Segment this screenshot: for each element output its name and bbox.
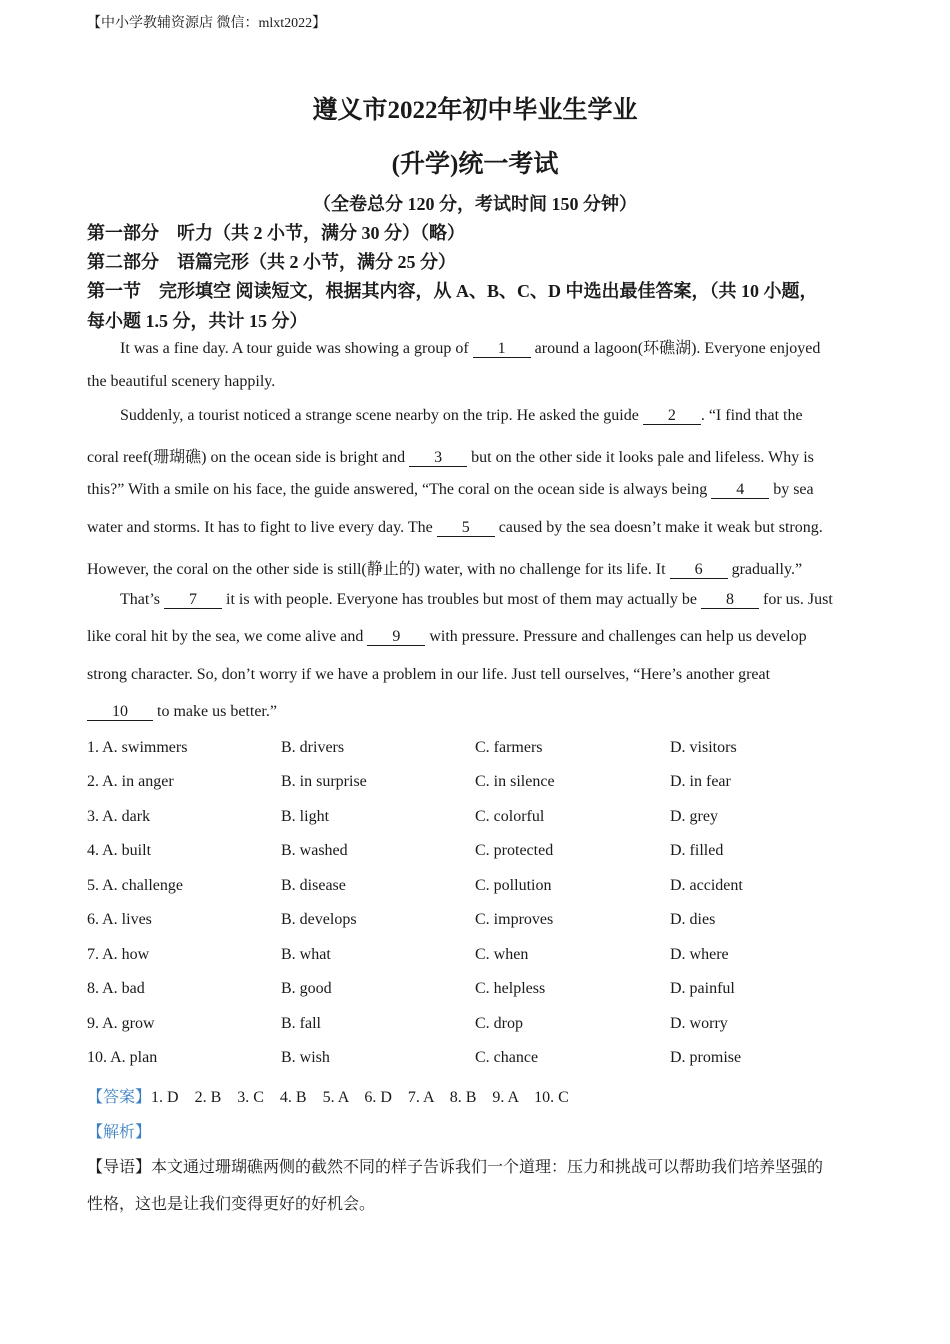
option-c: C. in silence	[475, 773, 555, 790]
option-d: D. painful	[670, 980, 735, 997]
passage-text: That’s	[120, 591, 164, 608]
part1-heading: 第一部分 听力（共 2 小节，满分 30 分）（略）	[87, 223, 465, 243]
option-c: C. when	[475, 946, 529, 963]
blank-10: 10	[87, 704, 153, 721]
option-a: 3. A. dark	[87, 808, 151, 825]
analysis-label: 【解析】	[87, 1124, 152, 1141]
passage-line	[120, 407, 803, 425]
option-d: D. in fear	[670, 773, 731, 790]
guide-line2: 性格，这也是让我们变得更好的好机会。	[87, 1196, 376, 1213]
passage-text: it is with people. Everyone has troubles but most of them may actually be	[222, 591, 702, 608]
blank-5: 5	[437, 520, 495, 537]
blank-2: 2	[643, 408, 701, 425]
option-b: B. what	[281, 946, 331, 963]
option-a: 1. A. swimmers	[87, 739, 188, 756]
option-c: C. chance	[475, 1049, 539, 1066]
passage-line	[87, 556, 802, 579]
passage-text: gradually.”	[727, 561, 803, 578]
option-c: C. colorful	[475, 808, 545, 825]
option-d: D. dies	[670, 911, 716, 928]
passage-text: to make us better.”	[153, 703, 277, 720]
option-c: C. helpless	[475, 980, 546, 997]
option-b: B. light	[281, 808, 330, 825]
part2-heading: 第二部分 语篇完形（共 2 小节，满分 25 分）	[87, 252, 456, 272]
page-header-watermark: 【中小学教辅资源店 微信：mlxt2022】	[87, 16, 327, 31]
option-a: 10. A. plan	[87, 1049, 158, 1066]
option-d: D. grey	[670, 808, 718, 825]
blank-1: 1	[473, 341, 531, 358]
passage-text: for us. Just	[759, 591, 833, 608]
guide-line1: 【导语】本文通过珊瑚礁两侧的截然不同的样子告诉我们一个道理：压力和挑战可以帮助我们培养坚强的	[87, 1159, 824, 1176]
option-d: D. visitors	[670, 739, 737, 756]
option-c: C. improves	[475, 911, 554, 928]
passage-text: Suddenly, a tourist noticed a strange scene nearby on the trip. He asked the guide	[120, 407, 643, 424]
option-b: B. in surprise	[281, 773, 367, 790]
passage-line: strong character. So, don’t worry if we have a problem in our life. Just tell ourselves, “Here’s another great	[87, 666, 771, 683]
blank-9: 9	[367, 629, 425, 646]
passage-line	[120, 591, 833, 609]
passage-line	[87, 628, 807, 646]
blank-3: 3	[409, 450, 467, 467]
option-d: D. filled	[670, 842, 724, 859]
blank-7: 7	[164, 592, 222, 609]
option-a: 4. A. built	[87, 842, 152, 859]
passage-text: with pressure. Pressure and challenges can help us develop	[425, 628, 807, 645]
blank-6: 6	[670, 562, 728, 579]
passage-line	[87, 481, 814, 499]
option-c: C. farmers	[475, 739, 543, 756]
blank-4: 4	[711, 482, 769, 499]
exam-title-line2: (升学)统一考试	[391, 151, 559, 178]
option-b: B. fall	[281, 1015, 321, 1032]
option-c: C. drop	[475, 1015, 523, 1032]
passage-line	[87, 519, 823, 537]
option-a: 9. A. grow	[87, 1015, 155, 1032]
exam-subtitle: （全卷总分 120 分，考试时间 150 分钟）	[313, 194, 637, 214]
passage-text: but on the other side it looks pale and lifeless. Why is	[467, 449, 814, 466]
passage-text: coral reef(珊瑚礁) on the ocean side is bright and	[87, 449, 410, 466]
passage-line	[120, 335, 820, 358]
section1-heading-line2: 每小题 1.5 分，共计 15 分）	[87, 311, 308, 331]
option-c: C. protected	[475, 842, 554, 859]
passage-text: It was a fine day. A tour guide was showing a group of	[120, 340, 473, 357]
option-b: B. disease	[281, 877, 346, 894]
section1-heading-line1: 第一节 完形填空 阅读短文，根据其内容，从 A、B、C、D 中选出最佳答案，（共 10 小题，	[87, 281, 818, 301]
passage-line	[87, 703, 277, 721]
passage-text: by sea	[769, 481, 814, 498]
passage-text: caused by the sea doesn’t make it weak but strong.	[494, 519, 823, 536]
passage-text: this?” With a smile on his face, the guide answered, “The coral on the ocean side is always being	[87, 481, 712, 498]
option-a: 2. A. in anger	[87, 773, 174, 790]
option-b: B. wish	[281, 1049, 330, 1066]
exam-title-line1: 遵义市2022年初中毕业生学业	[312, 97, 638, 124]
option-b: B. washed	[281, 842, 348, 859]
option-b: B. good	[281, 980, 332, 997]
passage-line	[87, 444, 814, 467]
option-a: 7. A. how	[87, 946, 150, 963]
passage-text: However, the coral on the other side is still(静止的) water, with no challenge for its life. It	[87, 561, 670, 578]
passage-line: the beautiful scenery happily.	[87, 373, 276, 390]
answer-text: 1. D 2. B 3. C 4. B 5. A 6. D 7. A 8. B 9. A 10. C	[151, 1089, 569, 1106]
option-a: 6. A. lives	[87, 911, 152, 928]
option-c: C. pollution	[475, 877, 552, 894]
option-b: B. drivers	[281, 739, 345, 756]
option-d: D. worry	[670, 1015, 728, 1032]
option-d: D. where	[670, 946, 729, 963]
option-a: 8. A. bad	[87, 980, 145, 997]
option-d: D. promise	[670, 1049, 742, 1066]
answer-line	[87, 1084, 569, 1107]
blank-8: 8	[701, 592, 759, 609]
passage-text: like coral hit by the sea, we come alive and	[87, 628, 368, 645]
option-a: 5. A. challenge	[87, 877, 183, 894]
option-d: D. accident	[670, 877, 743, 894]
answer-label: 【答案】	[87, 1089, 152, 1106]
passage-text: around a lagoon(环礁湖). Everyone enjoyed	[530, 340, 821, 357]
passage-text: . “I find that the	[700, 407, 803, 424]
passage-text: water and storms. It has to fight to live every day. The	[87, 519, 437, 536]
option-b: B. develops	[281, 911, 357, 928]
